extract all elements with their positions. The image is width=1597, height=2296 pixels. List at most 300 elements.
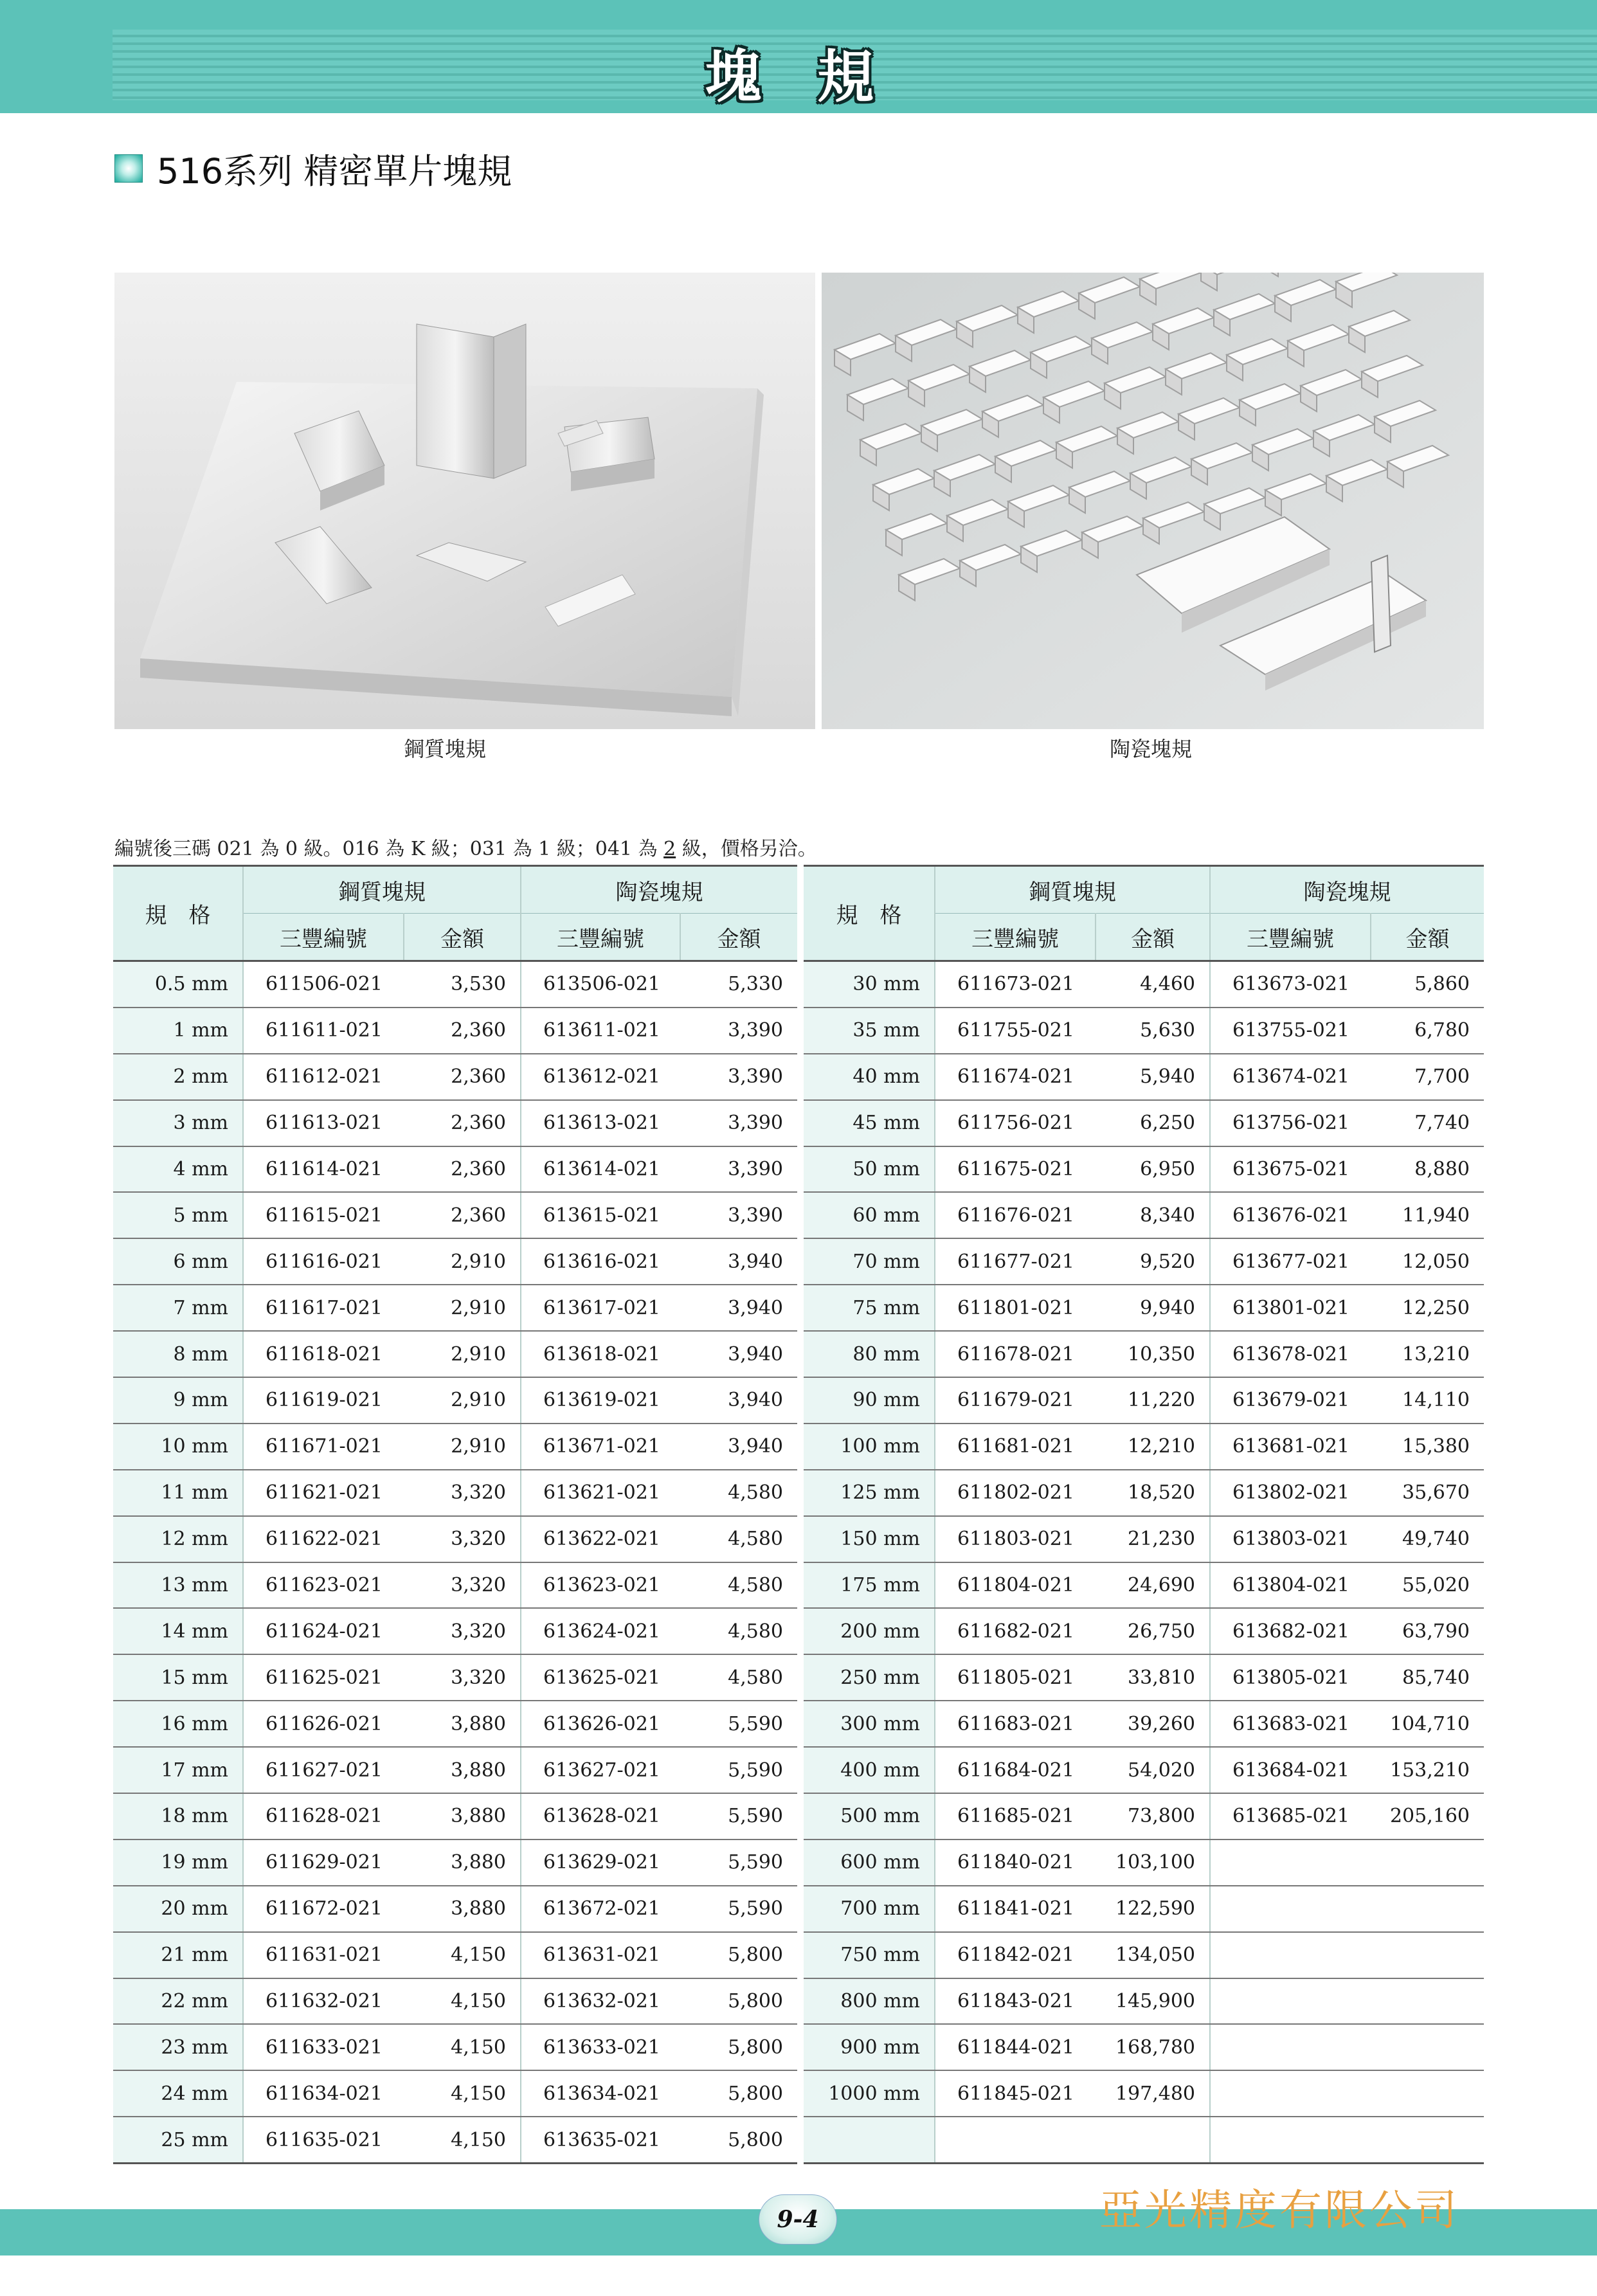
table-row [113,1516,797,1562]
table-row [113,1377,797,1424]
table-row [113,1932,797,1978]
steel-price-cell: 197,480 [1096,2070,1210,2117]
steel-price-cell: 5,940 [1096,1054,1210,1100]
ceramic-price-cell: 5,590 [680,1747,797,1793]
table-row [113,1238,797,1285]
ceramic-price-cell: 63,790 [1371,1608,1484,1654]
table-row [804,2024,1484,2070]
size-cell: 16 mm [113,1701,243,1747]
ceramic-price-cell: 3,940 [680,1331,797,1377]
table-row [113,1008,797,1054]
steel-code-cell: 611673-021 [935,961,1096,1008]
steel-code-cell: 611614-021 [243,1146,404,1193]
size-cell: 900 mm [804,2024,935,2070]
spec-header: 規 格 [113,866,243,961]
table-row [804,1701,1484,1747]
ceramic-header: 陶瓷塊規 [521,866,797,914]
steel-price-cell: 4,150 [404,1932,521,1978]
ceramic-code-cell: 613622-021 [521,1516,680,1562]
steel-price-cell: 3,880 [404,1840,521,1886]
size-cell: 8 mm [113,1331,243,1377]
steel-code-cell: 611843-021 [935,1978,1096,2025]
size-cell: 75 mm [804,1285,935,1331]
steel-code-cell: 611677-021 [935,1238,1096,1285]
steel-price-header: 金額 [1096,914,1210,961]
ceramic-code-cell [1210,1932,1371,1978]
ceramic-price-cell [1371,2070,1484,2117]
ceramic-code-cell: 613675-021 [1210,1146,1371,1193]
grade-note-text: 編號後三碼 021 為 0 級。016 為 K 級；031 為 1 級；041 為 [114,838,664,860]
size-cell: 2 mm [113,1054,243,1100]
steel-price-cell: 3,320 [404,1516,521,1562]
size-cell: 35 mm [804,1008,935,1054]
ceramic-price-cell: 6,780 [1371,1008,1484,1054]
ceramic-price-cell: 5,590 [680,1701,797,1747]
steel-price-cell: 134,050 [1096,1932,1210,1978]
steel-code-cell: 611611-021 [243,1008,404,1054]
size-cell: 24 mm [113,2070,243,2117]
steel-code-cell: 611803-021 [935,1516,1096,1562]
table-row [804,1608,1484,1654]
steel-code-cell: 611506-021 [243,961,404,1008]
table-row [804,2117,1484,2163]
ceramic-code-cell [1210,2070,1371,2117]
ceramic-price-cell: 5,800 [680,1978,797,2025]
size-cell: 4 mm [113,1146,243,1193]
ceramic-code-header: 三豐編號 [1210,914,1371,961]
ceramic-price-cell: 4,580 [680,1608,797,1654]
ceramic-code-cell: 613506-021 [521,961,680,1008]
size-cell: 50 mm [804,1146,935,1193]
table-row [113,1424,797,1470]
ceramic-price-cell: 85,740 [1371,1654,1484,1701]
ceramic-code-cell: 613624-021 [521,1608,680,1654]
table-row [804,1285,1484,1331]
ceramic-code-header: 三豐編號 [521,914,680,961]
table-row [113,1608,797,1654]
steel-price-cell: 4,150 [404,2117,521,2163]
ceramic-code-cell: 613613-021 [521,1100,680,1146]
steel-code-cell: 611671-021 [243,1424,404,1470]
table-row [113,1331,797,1377]
ceramic-code-cell: 613618-021 [521,1331,680,1377]
steel-code-cell: 611801-021 [935,1285,1096,1331]
steel-price-cell: 6,250 [1096,1100,1210,1146]
size-cell: 700 mm [804,1886,935,1932]
ceramic-code-cell: 613632-021 [521,1978,680,2025]
ceramic-code-cell [1210,1978,1371,2025]
ceramic-price-cell: 7,700 [1371,1054,1484,1100]
size-cell: 70 mm [804,1238,935,1285]
size-cell: 300 mm [804,1701,935,1747]
ceramic-header: 陶瓷塊規 [1210,866,1484,914]
ceramic-code-cell: 613682-021 [1210,1608,1371,1654]
spec-header: 規 格 [804,866,935,961]
ceramic-code-cell: 613614-021 [521,1146,680,1193]
ceramic-code-cell: 613679-021 [1210,1377,1371,1424]
steel-price-cell: 2,360 [404,1146,521,1193]
steel-price-cell: 2,360 [404,1054,521,1100]
steel-code-cell: 611627-021 [243,1747,404,1793]
ceramic-code-cell: 613672-021 [521,1886,680,1932]
size-cell: 500 mm [804,1793,935,1840]
table-row [113,961,797,1008]
steel-price-cell: 73,800 [1096,1793,1210,1840]
ceramic-price-cell [1371,2024,1484,2070]
ceramic-code-cell: 613801-021 [1210,1285,1371,1331]
steel-price-cell: 145,900 [1096,1978,1210,2025]
ceramic-code-cell: 613615-021 [521,1192,680,1238]
table-row [113,1978,797,2025]
steel-price-cell: 9,520 [1096,1238,1210,1285]
ceramic-price-cell: 3,390 [680,1008,797,1054]
table-row [113,1470,797,1516]
steel-code-cell: 611616-021 [243,1238,404,1285]
page-title: 塊 規 [705,44,892,110]
size-cell: 14 mm [113,1608,243,1654]
steel-price-cell: 168,780 [1096,2024,1210,2070]
size-cell: 250 mm [804,1654,935,1701]
ceramic-code-cell [1210,1886,1371,1932]
size-cell: 750 mm [804,1932,935,1978]
steel-price-cell: 2,910 [404,1238,521,1285]
ceramic-price-cell: 3,940 [680,1424,797,1470]
ceramic-photo-caption: 陶瓷塊規 [1110,737,1193,761]
ceramic-price-cell: 7,740 [1371,1100,1484,1146]
square-bullet-icon [114,154,143,183]
size-cell: 17 mm [113,1747,243,1793]
ceramic-code-cell: 613611-021 [521,1008,680,1054]
ceramic-code-cell: 613803-021 [1210,1516,1371,1562]
size-cell: 22 mm [113,1978,243,2025]
table-row [113,1054,797,1100]
ceramic-price-cell: 49,740 [1371,1516,1484,1562]
ceramic-price-cell: 3,940 [680,1285,797,1331]
steel-price-cell: 2,360 [404,1192,521,1238]
steel-photo-caption: 鋼質塊規 [404,737,487,761]
ceramic-code-cell: 613685-021 [1210,1793,1371,1840]
ceramic-code-cell: 613756-021 [1210,1100,1371,1146]
ceramic-price-cell: 4,580 [680,1516,797,1562]
ceramic-price-cell: 5,590 [680,1886,797,1932]
page-number: 9-4 [759,2194,837,2245]
size-cell: 9 mm [113,1377,243,1424]
ceramic-code-cell: 613683-021 [1210,1701,1371,1747]
steel-code-cell: 611623-021 [243,1562,404,1609]
ceramic-price-cell: 5,860 [1371,961,1484,1008]
steel-code-cell: 611805-021 [935,1654,1096,1701]
steel-price-cell: 39,260 [1096,1701,1210,1747]
grade-note-underlined: 2 [663,838,676,860]
steel-code-cell: 611841-021 [935,1886,1096,1932]
ceramic-price-cell: 8,880 [1371,1146,1484,1193]
steel-price-cell: 33,810 [1096,1654,1210,1701]
size-cell: 11 mm [113,1470,243,1516]
table-row [804,1238,1484,1285]
table-row [113,1192,797,1238]
size-cell: 150 mm [804,1516,935,1562]
ceramic-price-cell: 3,390 [680,1192,797,1238]
steel-price-cell: 3,320 [404,1608,521,1654]
size-cell: 40 mm [804,1054,935,1100]
steel-code-header: 三豐編號 [243,914,404,961]
ceramic-price-cell: 14,110 [1371,1377,1484,1424]
steel-header: 鋼質塊規 [935,866,1210,914]
ceramic-code-cell: 613625-021 [521,1654,680,1701]
size-cell: 30 mm [804,961,935,1008]
steel-code-cell: 611615-021 [243,1192,404,1238]
steel-code-cell: 611634-021 [243,2070,404,2117]
ceramic-code-cell: 613804-021 [1210,1562,1371,1609]
ceramic-price-cell: 4,580 [680,1654,797,1701]
steel-code-cell: 611618-021 [243,1331,404,1377]
table-row [804,1793,1484,1840]
steel-price-cell: 26,750 [1096,1608,1210,1654]
steel-code-cell: 611685-021 [935,1793,1096,1840]
steel-code-cell: 611684-021 [935,1747,1096,1793]
steel-price-cell: 2,360 [404,1100,521,1146]
steel-price-cell: 3,880 [404,1886,521,1932]
ceramic-gauge-block-photo [822,273,1484,729]
ceramic-price-cell: 3,390 [680,1100,797,1146]
ceramic-price-cell: 5,590 [680,1793,797,1840]
steel-code-cell: 611633-021 [243,2024,404,2070]
steel-price-cell: 3,320 [404,1470,521,1516]
steel-price-cell: 11,220 [1096,1377,1210,1424]
steel-price-cell: 5,630 [1096,1008,1210,1054]
steel-code-cell: 611679-021 [935,1377,1096,1424]
table-row [804,1470,1484,1516]
steel-price-header: 金額 [404,914,521,961]
ceramic-code-cell: 613628-021 [521,1793,680,1840]
steel-price-cell: 21,230 [1096,1516,1210,1562]
steel-price-cell: 3,880 [404,1701,521,1747]
steel-code-cell: 611674-021 [935,1054,1096,1100]
steel-price-cell: 6,950 [1096,1146,1210,1193]
steel-code-cell: 611622-021 [243,1516,404,1562]
ceramic-code-cell: 613635-021 [521,2117,680,2163]
steel-code-cell: 611632-021 [243,1978,404,2025]
size-cell: 125 mm [804,1470,935,1516]
table-row [804,1654,1484,1701]
size-cell: 18 mm [113,1793,243,1840]
ceramic-price-cell: 5,800 [680,2024,797,2070]
steel-price-cell: 2,910 [404,1424,521,1470]
ceramic-code-cell: 613805-021 [1210,1654,1371,1701]
ceramic-price-cell [1371,2117,1484,2163]
steel-code-cell: 611683-021 [935,1701,1096,1747]
ceramic-price-cell: 5,590 [680,1840,797,1886]
ceramic-code-cell: 613673-021 [1210,961,1371,1008]
steel-code-cell: 611612-021 [243,1054,404,1100]
ceramic-code-cell: 613633-021 [521,2024,680,2070]
table-row [113,1840,797,1886]
steel-price-cell: 18,520 [1096,1470,1210,1516]
ceramic-code-cell: 613619-021 [521,1377,680,1424]
steel-code-cell: 611676-021 [935,1192,1096,1238]
ceramic-code-cell: 613677-021 [1210,1238,1371,1285]
steel-code-cell: 611619-021 [243,1377,404,1424]
steel-code-cell: 611635-021 [243,2117,404,2163]
table-row [804,1886,1484,1932]
table-row [804,1562,1484,1609]
ceramic-price-cell: 12,050 [1371,1238,1484,1285]
ceramic-price-cell: 205,160 [1371,1793,1484,1840]
ceramic-price-cell: 5,800 [680,1932,797,1978]
ceramic-code-cell: 613676-021 [1210,1192,1371,1238]
table-row [804,961,1484,1008]
steel-code-cell: 611682-021 [935,1608,1096,1654]
table-row [113,1886,797,1932]
steel-price-cell: 4,150 [404,2024,521,2070]
steel-code-cell: 611756-021 [935,1100,1096,1146]
ceramic-code-cell: 613802-021 [1210,1470,1371,1516]
steel-code-cell: 611631-021 [243,1932,404,1978]
table-row [804,1978,1484,2025]
ceramic-price-cell: 153,210 [1371,1747,1484,1793]
table-row [804,2070,1484,2117]
size-cell: 1 mm [113,1008,243,1054]
ceramic-price-cell: 4,580 [680,1470,797,1516]
steel-price-cell: 103,100 [1096,1840,1210,1886]
steel-price-cell: 3,880 [404,1747,521,1793]
size-cell: 800 mm [804,1978,935,2025]
size-cell: 60 mm [804,1192,935,1238]
size-cell: 0.5 mm [113,961,243,1008]
ceramic-code-cell: 613617-021 [521,1285,680,1331]
steel-price-cell: 2,360 [404,1008,521,1054]
size-cell: 25 mm [113,2117,243,2163]
size-cell: 19 mm [113,1840,243,1886]
ceramic-code-cell: 613612-021 [521,1054,680,1100]
ceramic-code-cell: 613621-021 [521,1470,680,1516]
steel-code-header: 三豐編號 [935,914,1096,961]
table-row [113,1562,797,1609]
steel-code-cell: 611613-021 [243,1100,404,1146]
ceramic-code-cell [1210,2024,1371,2070]
table-row [113,1793,797,1840]
ceramic-code-cell: 613671-021 [521,1424,680,1470]
ceramic-code-cell: 613623-021 [521,1562,680,1609]
table-row [113,1654,797,1701]
table-row [804,1054,1484,1100]
table-row [113,1747,797,1793]
ceramic-code-cell: 613631-021 [521,1932,680,1978]
steel-code-cell: 611681-021 [935,1424,1096,1470]
size-cell: 3 mm [113,1100,243,1146]
steel-price-cell: 54,020 [1096,1747,1210,1793]
ceramic-code-cell: 613681-021 [1210,1424,1371,1470]
ceramic-price-cell: 11,940 [1371,1192,1484,1238]
steel-price-cell: 3,320 [404,1654,521,1701]
size-cell: 400 mm [804,1747,935,1793]
size-cell: 80 mm [804,1331,935,1377]
size-cell: 175 mm [804,1562,935,1609]
ceramic-code-cell: 613627-021 [521,1747,680,1793]
table-row [804,1424,1484,1470]
ceramic-price-cell: 5,800 [680,2070,797,2117]
steel-price-cell: 3,320 [404,1562,521,1609]
steel-code-cell: 611621-021 [243,1470,404,1516]
ceramic-price-header: 金額 [680,914,797,961]
steel-code-cell: 611628-021 [243,1793,404,1840]
section-title: 516系列 精密單片塊規 [157,150,512,192]
steel-header: 鋼質塊規 [243,866,521,914]
ceramic-code-cell [1210,2117,1371,2163]
ceramic-price-cell: 5,800 [680,2117,797,2163]
ceramic-price-cell: 4,580 [680,1562,797,1609]
steel-price-cell: 12,210 [1096,1424,1210,1470]
ceramic-price-cell: 55,020 [1371,1562,1484,1609]
size-cell: 45 mm [804,1100,935,1146]
size-cell: 1000 mm [804,2070,935,2117]
steel-price-cell: 8,340 [1096,1192,1210,1238]
steel-price-cell: 3,880 [404,1793,521,1840]
steel-price-cell: 2,910 [404,1331,521,1377]
ceramic-price-cell [1371,1840,1484,1886]
size-cell: 13 mm [113,1562,243,1609]
grade-note [114,833,817,861]
steel-price-cell: 24,690 [1096,1562,1210,1609]
table-row [804,1516,1484,1562]
ceramic-price-cell: 13,210 [1371,1331,1484,1377]
steel-code-cell [935,2117,1096,2163]
steel-price-cell: 9,940 [1096,1285,1210,1331]
table-row [804,1192,1484,1238]
table-row [804,1008,1484,1054]
table-row [113,1285,797,1331]
table-row [804,1100,1484,1146]
steel-code-cell: 611625-021 [243,1654,404,1701]
steel-price-cell: 4,150 [404,1978,521,2025]
table-row [113,2024,797,2070]
size-cell: 6 mm [113,1238,243,1285]
steel-code-cell: 611802-021 [935,1470,1096,1516]
table-row [113,2117,797,2163]
ceramic-code-cell [1210,1840,1371,1886]
steel-code-cell: 611672-021 [243,1886,404,1932]
steel-price-cell: 4,460 [1096,961,1210,1008]
company-name: 亞光精度有限公司 [1099,2185,1459,2235]
size-cell: 12 mm [113,1516,243,1562]
ceramic-price-cell: 5,330 [680,961,797,1008]
steel-code-cell: 611617-021 [243,1285,404,1331]
ceramic-price-cell: 35,670 [1371,1470,1484,1516]
size-cell: 7 mm [113,1285,243,1331]
ceramic-price-cell: 12,250 [1371,1285,1484,1331]
ceramic-code-cell: 613616-021 [521,1238,680,1285]
size-cell: 21 mm [113,1932,243,1978]
ceramic-price-cell: 3,390 [680,1146,797,1193]
ceramic-price-cell: 3,940 [680,1238,797,1285]
section-heading [114,149,512,192]
ceramic-price-cell [1371,1932,1484,1978]
table-row [804,1840,1484,1886]
steel-price-cell [1096,2117,1210,2163]
ceramic-price-header: 金額 [1371,914,1484,961]
ceramic-code-cell: 613634-021 [521,2070,680,2117]
steel-price-cell: 4,150 [404,2070,521,2117]
table-row [113,1146,797,1193]
table-row [113,1701,797,1747]
size-cell: 15 mm [113,1654,243,1701]
table-row [804,1747,1484,1793]
ceramic-code-cell: 613755-021 [1210,1008,1371,1054]
ceramic-code-cell: 613684-021 [1210,1747,1371,1793]
steel-price-cell: 2,910 [404,1285,521,1331]
steel-code-cell: 611675-021 [935,1146,1096,1193]
ceramic-price-cell: 3,940 [680,1377,797,1424]
